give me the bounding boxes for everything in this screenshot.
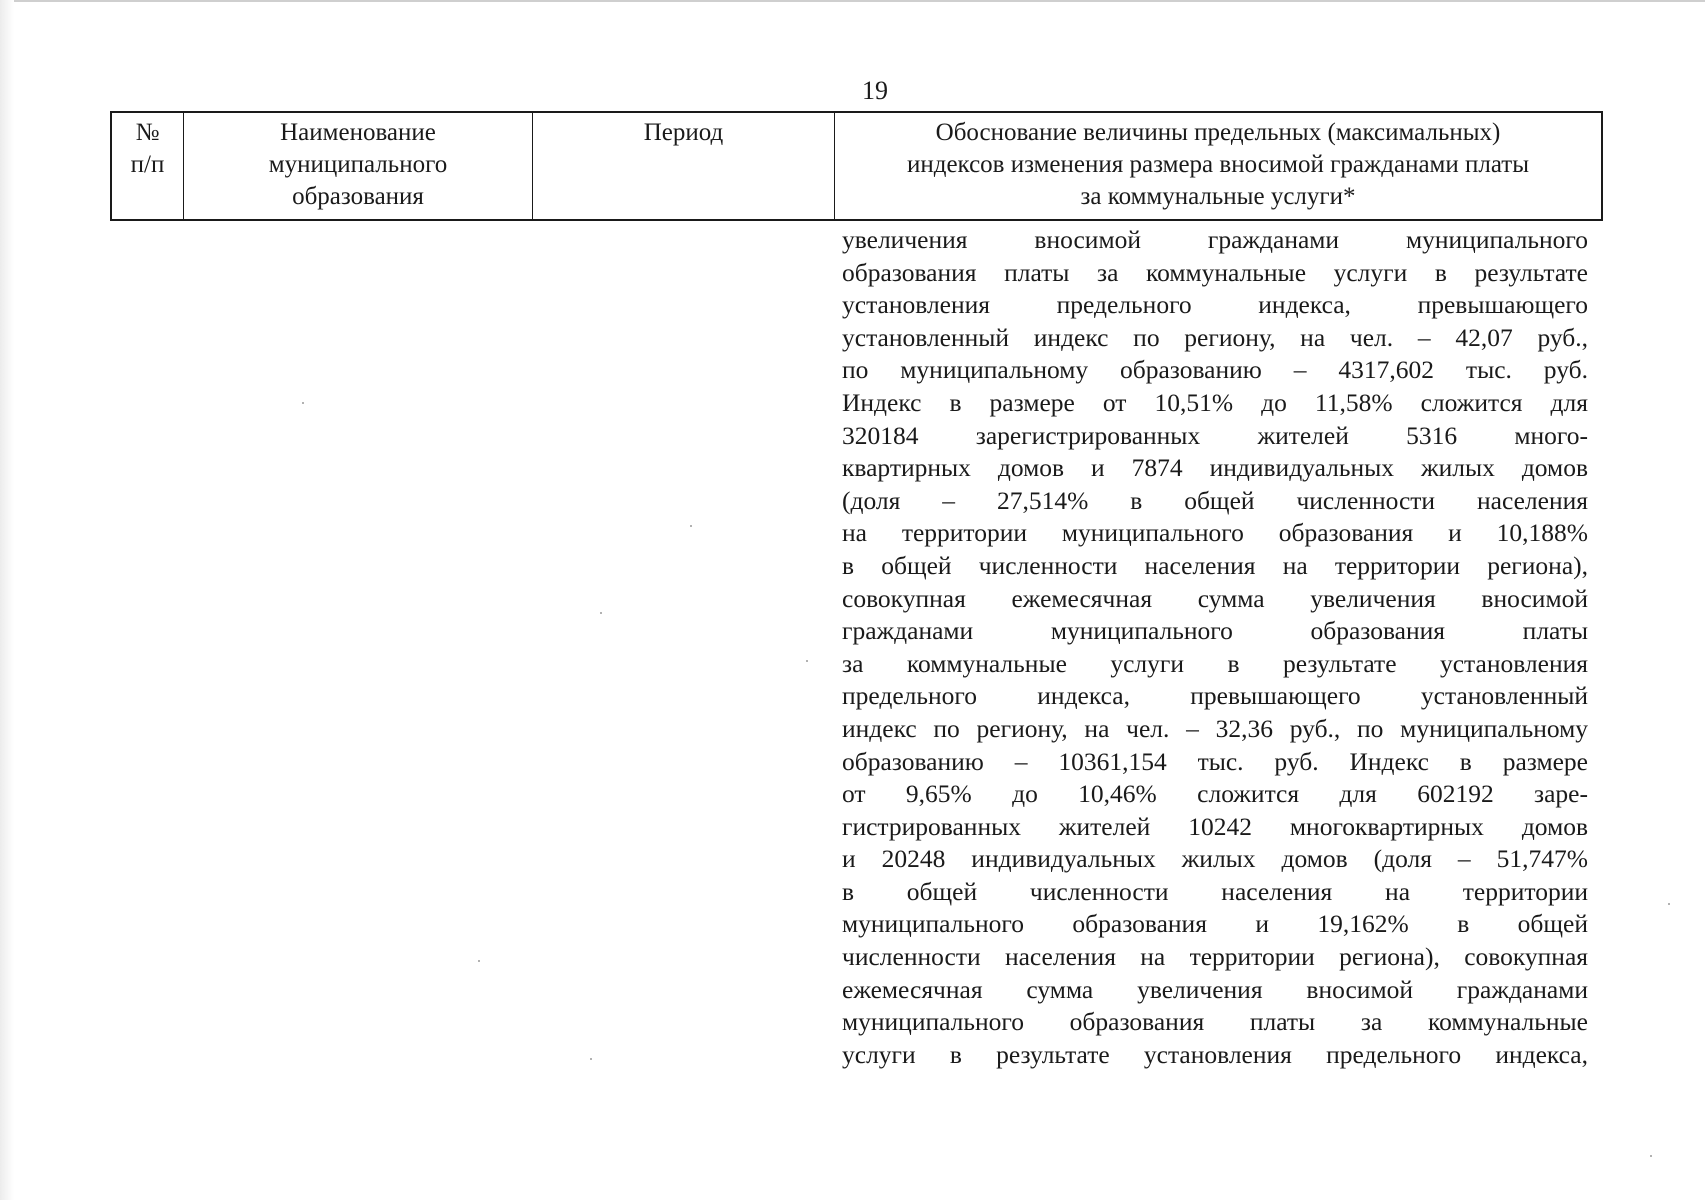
header-municipality-column	[184, 113, 533, 219]
text-line: от 9,65% до 10,46% сложится для 602192 заре-	[842, 779, 1588, 809]
text-line: 320184 зарегистрированных жителей 5316 много-	[842, 420, 1588, 450]
header-period-column	[533, 113, 835, 219]
text-line: на территории муниципального образования и 10,188%	[842, 518, 1588, 548]
header-basis-column	[835, 113, 1601, 219]
text-line: муниципального образования платы за коммунальные	[842, 1007, 1588, 1037]
text-line: предельного индекса, превышающего установленный	[842, 681, 1588, 711]
text-line: (доля – 27,514% в общей численности населения	[842, 485, 1588, 515]
text-line: образования платы за коммунальные услуги в результате	[842, 257, 1588, 287]
text-line: гражданами муниципального образования платы	[842, 616, 1588, 646]
text-line: в общей численности населения на территории региона),	[842, 550, 1588, 580]
header-cell-text: образования	[292, 183, 424, 210]
header-cell-text: Период	[643, 119, 724, 146]
scan-edge	[0, 0, 14, 1200]
header-cell-text: индексов изменения размера вносимой гражданами платы	[906, 151, 1530, 178]
text-line: установленный индекс по региону, на чел. – 42,07 руб.,	[842, 322, 1588, 352]
text-line: услуги в результате установления предельного индекса,	[842, 1039, 1588, 1069]
scan-speck	[302, 402, 304, 404]
header-cell-text: №	[135, 119, 160, 146]
basis-text-block	[842, 224, 1588, 1071]
text-line: за коммунальные услуги в результате установления	[842, 648, 1588, 678]
text-line: муниципального образования и 19,162% в общей	[842, 909, 1588, 939]
scan-speck	[478, 960, 480, 962]
header-cell-text: Обоснование величины предельных (максимальных)	[935, 119, 1501, 146]
header-cell-text: за коммунальные услуги*	[1080, 183, 1356, 210]
header-number-column	[112, 113, 184, 219]
scan-edge	[0, 0, 1705, 2]
scan-speck	[690, 525, 692, 527]
header-cell-text: п/п	[130, 151, 165, 178]
text-line: совокупная ежемесячная сумма увеличения вносимой	[842, 583, 1588, 613]
scan-speck	[1650, 1155, 1652, 1157]
text-line: гистрированных жителей 10242 многоквартирных домов	[842, 811, 1588, 841]
text-line: по муниципальному образованию – 4317,602 тыс. руб.	[842, 355, 1588, 385]
text-line: квартирных домов и 7874 индивидуальных жилых домов	[842, 453, 1588, 483]
text-line: в общей численности населения на территории	[842, 876, 1588, 906]
header-cell-text: муниципального	[268, 151, 448, 178]
text-line: образованию – 10361,154 тыс. руб. Индекс в размере	[842, 746, 1588, 776]
text-line: увеличения вносимой гражданами муниципального	[842, 225, 1588, 254]
scan-speck	[806, 660, 808, 662]
text-line: Индекс в размере от 10,51% до 11,58% сложится для	[842, 387, 1588, 417]
text-line: индекс по региону, на чел. – 32,36 руб., по муниципальному	[842, 713, 1588, 743]
text-line: и 20248 индивидуальных жилых домов (доля – 51,747%	[842, 844, 1588, 874]
text-line: установления предельного индекса, превышающего	[842, 290, 1588, 320]
header-cell-text: Наименование	[280, 119, 436, 146]
text-line: численности населения на территории региона), совокупная	[842, 942, 1588, 972]
scan-speck	[600, 612, 602, 614]
text-line: ежемесячная сумма увеличения вносимой гражданами	[842, 974, 1588, 1004]
page-number: 19	[862, 76, 888, 105]
scan-speck	[1668, 903, 1670, 905]
scan-speck	[590, 1058, 592, 1060]
table-header	[110, 111, 1603, 221]
